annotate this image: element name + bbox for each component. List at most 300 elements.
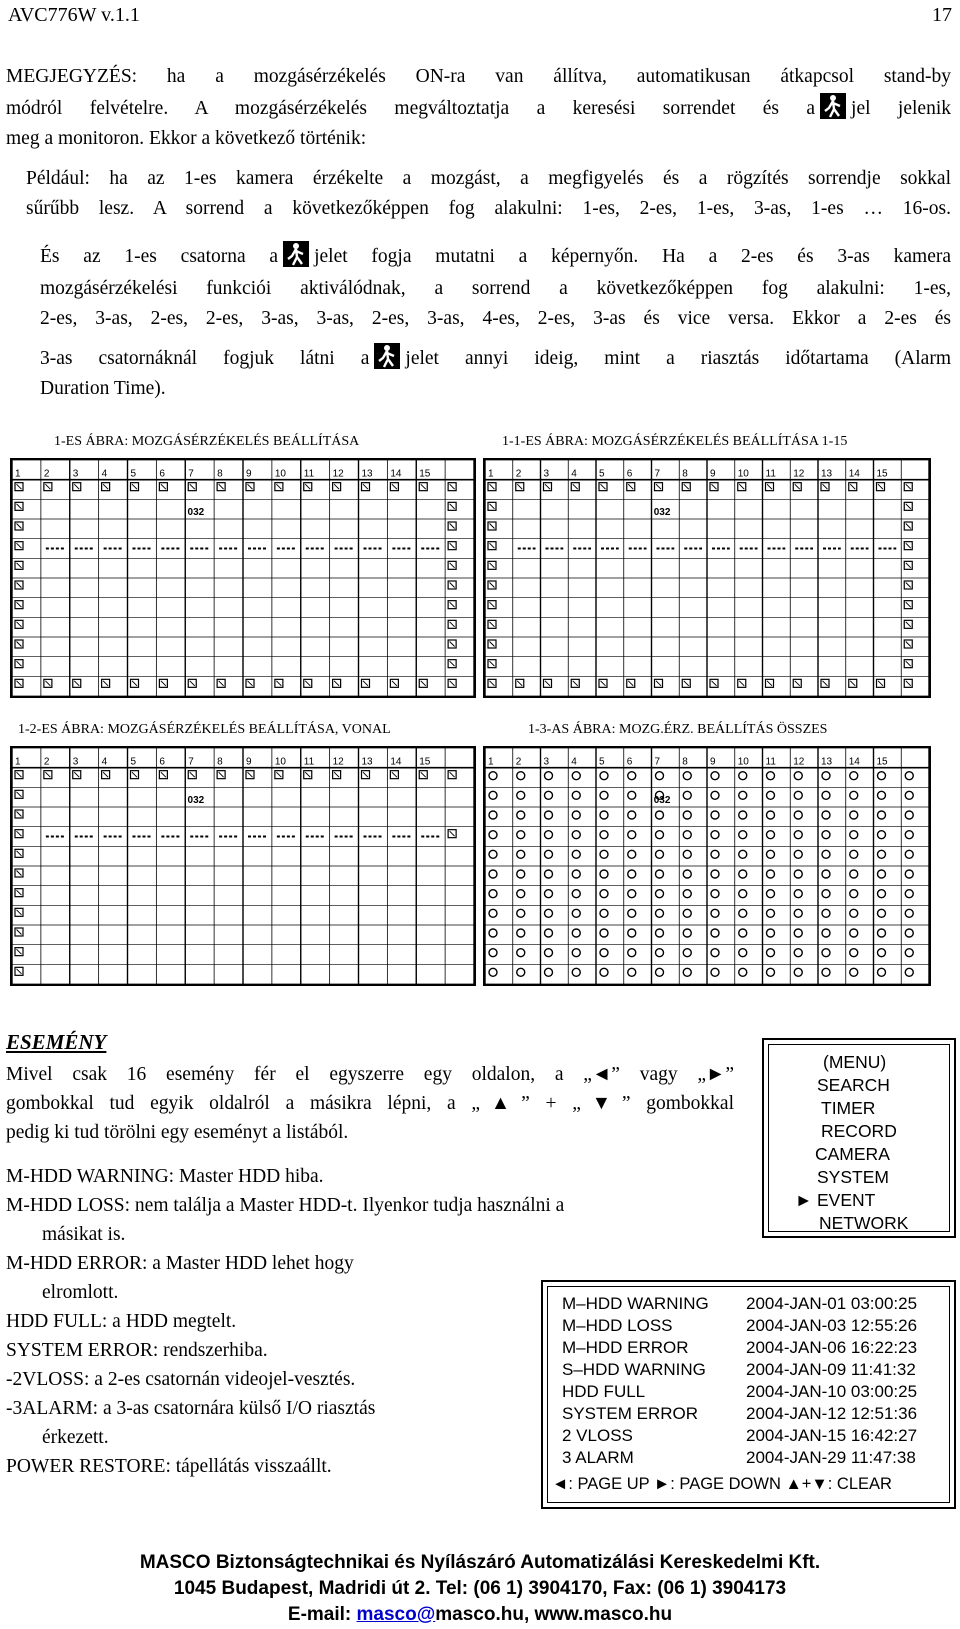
grid-cell-active[interactable] [683,909,691,917]
grid-cell-active[interactable] [517,890,525,898]
grid-cell-active[interactable] [489,870,497,878]
grid-cell-active[interactable] [683,850,691,858]
grid-cell-active[interactable] [683,870,691,878]
grid-cell-active[interactable] [489,909,497,917]
menu-item-network[interactable]: NETWORK [819,1213,909,1233]
example-line-2: sűrűbb lesz. A sorrend a következőképpen fog alakulni: 1-es, 2-es, 1-es, 3-as, 1-es … 16-os. [26,198,951,219]
grid-column-label: 12 [332,468,344,480]
grid-cell-active[interactable] [683,929,691,937]
grid-cell-active[interactable] [628,772,636,780]
grid-cell-active[interactable] [739,929,747,937]
grid-cell-active[interactable] [572,791,580,799]
grid-cell-active[interactable] [600,949,608,957]
grid-column-label: 5 [130,756,137,768]
grid-cell-active[interactable] [822,811,830,819]
grid-cell-active[interactable] [572,968,580,976]
motion-grid-svg-1 [12,460,474,696]
grid-cell-active[interactable] [767,772,775,780]
grid-cell-active[interactable] [628,831,636,839]
grid-cell-active[interactable] [572,772,580,780]
grid-cell-active[interactable] [489,772,497,780]
grid-column-label: 6 [159,756,165,768]
grid-cell-active[interactable] [767,870,775,878]
grid-cell-active[interactable] [794,850,802,858]
grid-column-label: 4 [101,468,108,480]
note-paragraph [6,62,951,154]
grid-cell-active[interactable] [794,811,802,819]
grid-column-label: 2 [515,756,522,768]
grid-cell-active[interactable] [489,831,497,839]
grid-column-label: 7 [188,468,194,480]
grid-cell-active[interactable] [905,811,913,819]
log-event-name: HDD FULL [562,1382,646,1401]
log-row[interactable] [562,1315,918,1337]
grid-cell-active[interactable] [711,831,719,839]
grid-cell-active[interactable] [822,791,830,799]
grid-cell-active[interactable] [600,791,608,799]
grid-column-label: 15 [876,468,888,480]
event-item-mhdd-warning: M-HDD WARNING: Master HDD hiba. [6,1166,324,1187]
grid-cell-active[interactable] [850,890,858,898]
grid-cell-active[interactable] [628,870,636,878]
grid-cell-active[interactable] [711,870,719,878]
grid-cell-active[interactable] [572,909,580,917]
menu-title: (MENU) [823,1052,887,1072]
menu-item-timer[interactable]: TIMER [821,1098,876,1118]
grid-cell-active[interactable] [656,811,664,819]
grid-cell-active[interactable] [489,791,497,799]
grid-column-label: 13 [821,468,833,480]
grid-cell-active[interactable] [517,811,525,819]
log-row[interactable] [562,1425,918,1447]
grid-cell-active[interactable] [656,772,664,780]
grid-column-label: 3 [72,756,79,768]
grid-column-label: 11 [303,468,315,480]
grid-cell-active[interactable] [489,850,497,858]
grid-column-label: 10 [737,756,749,768]
grid-cell-active[interactable] [905,968,913,976]
osd-menu-frame [768,1044,950,1232]
grid-cell-active[interactable] [572,929,580,937]
grid-cell-active[interactable] [683,949,691,957]
grid-cell-active[interactable] [517,870,525,878]
grid-cell-active[interactable] [517,949,525,957]
grid-cell-active[interactable] [850,870,858,878]
grid-column-label: 8 [217,468,223,480]
grid-cell-active[interactable] [822,890,830,898]
grid-cell-active[interactable] [739,870,747,878]
figure-caption-4: 1-3-AS ÁBRA: MOZG.ÉRZ. BEÁLLÍTÁS ÖSSZES [528,722,828,737]
grid-cell-active[interactable] [600,811,608,819]
grid-cell-active[interactable] [545,968,553,976]
grid-cell-active[interactable] [767,909,775,917]
grid-column-label: 4 [101,756,108,768]
grid-cell-active[interactable] [711,850,719,858]
grid-cell-active[interactable] [850,772,858,780]
log-row[interactable] [562,1359,916,1381]
grid-cell-active[interactable] [517,850,525,858]
grid-cell-active[interactable] [656,968,664,976]
grid-cell-active[interactable] [878,909,886,917]
grid-cell-active[interactable] [767,890,775,898]
figure-caption-2: 1-1-ES ÁBRA: MOZGÁSÉRZÉKELÉS BEÁLLÍTÁSA 1-15 [502,434,848,449]
grid-cell-active[interactable] [711,772,719,780]
grid-column-label: 14 [390,756,402,768]
grid-column-label: 9 [710,468,716,480]
grid-cell-active[interactable] [628,850,636,858]
grid-cell-active[interactable] [711,909,719,917]
grid-column-label: 12 [332,756,344,768]
log-event-time: 2004-JAN-01 03:00:25 [746,1294,918,1313]
grid-cell-active[interactable] [739,772,747,780]
event-line-2: gombokkal tud egyik oldalról a másikra lépni, a „▲” + „▼” gombokkal [6,1093,734,1114]
grid-column-label: 4 [571,468,577,480]
grid-column-label: 2 [515,468,522,480]
grid-column-label: 5 [599,468,605,480]
grid-cell-active[interactable] [711,968,719,976]
grid-cell-active[interactable] [545,791,553,799]
grid-column-label: 2 [43,468,50,480]
grid-cell-active[interactable] [850,811,858,819]
grid-cell-active[interactable] [545,870,553,878]
log-event-time: 2004-JAN-12 12:51:36 [746,1404,918,1423]
menu-item-search[interactable]: SEARCH [817,1075,890,1095]
grid-cell-active[interactable] [656,850,664,858]
log-event-name: M–HDD WARNING [562,1294,709,1313]
motion-grid-svg-4 [485,748,929,984]
grid-column-label: 1 [488,468,494,480]
log-event-time: 2004-JAN-15 16:42:27 [746,1426,918,1445]
footer-email-label: E-mail: [287,1604,357,1625]
grid-cell-active[interactable] [767,968,775,976]
grid-cell-active[interactable] [628,909,636,917]
grid-cell-active[interactable] [683,791,691,799]
grid-column-label: 4 [571,756,577,768]
grid-cell-active[interactable] [850,831,858,839]
note-line-2-text-b: jel jelenik [851,98,951,119]
event-section-title: ESEMÉNY [6,1030,107,1054]
grid-cell-active[interactable] [683,772,691,780]
grid-cell-active[interactable] [739,949,747,957]
event-item-mhdd-error: M-HDD ERROR: a Master HDD lehet hogy [6,1253,354,1274]
grid-cell-active[interactable] [794,890,802,898]
grid-cell-active[interactable] [517,929,525,937]
grid-cell-active[interactable] [905,929,913,937]
example-line-6-text-b: jelet annyi ideig, mint a riasztás időtartama (Alarm [405,348,951,369]
grid-cell-active[interactable] [545,929,553,937]
grid-column-label: 15 [419,756,431,768]
figure-caption-1: 1-ES ÁBRA: MOZGÁSÉRZÉKELÉS BEÁLLÍTÁSA [54,434,360,449]
grid-column-label: 15 [419,468,431,480]
grid-cell-active[interactable] [822,870,830,878]
grid-cell-active[interactable] [739,890,747,898]
grid-cell-active[interactable] [517,772,525,780]
grid-cell-active[interactable] [517,791,525,799]
grid-cell-active[interactable] [711,949,719,957]
motion-person-icon [282,240,310,268]
motion-grid-figure-4 [483,746,931,986]
grid-cell-active[interactable] [878,772,886,780]
log-row[interactable] [562,1337,918,1359]
grid-cell-active[interactable] [683,968,691,976]
grid-cell-active[interactable] [683,811,691,819]
grid-cell-active[interactable] [905,791,913,799]
grid-column-label: 8 [217,756,223,768]
grid-cell-active[interactable] [739,850,747,858]
figure-caption-3: 1-2-ES ÁBRA: MOZGÁSÉRZÉKELÉS BEÁLLÍTÁSA, VONAL [18,722,391,737]
grid-cell-active[interactable] [905,850,913,858]
example-line-1: Például: ha az 1-es kamera érzékelte a mozgást, a megfigyelés és a rögzítés sorrendje sokkal [26,168,951,189]
note-line-3: meg a monitoron. Ekkor a következő történik: [6,128,367,149]
grid-cell-active[interactable] [850,929,858,937]
event-item-mhdd-loss-cont: másikat is. [42,1224,126,1245]
grid-cell-active[interactable] [767,831,775,839]
grid-column-label: 15 [876,756,888,768]
log-event-name: 3 ALARM [562,1448,634,1467]
grid-cell-active[interactable] [572,890,580,898]
grid-cell-active[interactable] [600,909,608,917]
log-row[interactable] [562,1403,918,1425]
grid-cell-active[interactable] [878,929,886,937]
event-item-mhdd-loss: M-HDD LOSS: nem találja a Master HDD-t. Ilyenkor tudja használni a [6,1195,565,1216]
grid-column-label: 11 [303,756,315,768]
grid-column-label: 5 [130,468,137,480]
grid-column-label: 13 [821,756,833,768]
grid-cell-active[interactable] [822,949,830,957]
event-item-power-restore: POWER RESTORE: tápellátás visszaállt. [6,1456,332,1477]
grid-cell-active[interactable] [794,909,802,917]
grid-cell-active[interactable] [711,791,719,799]
example-line-6 [40,342,951,374]
grid-cell-active[interactable] [600,870,608,878]
grid-cell-active[interactable] [850,791,858,799]
grid-cell-active[interactable] [600,831,608,839]
grid-cell-active[interactable] [572,949,580,957]
grid-cell-active[interactable] [822,968,830,976]
grid-cell-active[interactable] [878,968,886,976]
grid-column-label: 14 [848,468,860,480]
grid-cell-active[interactable] [572,870,580,878]
grid-cell-active[interactable] [794,791,802,799]
menu-item-camera[interactable]: CAMERA [815,1144,890,1164]
grid-column-label: 1 [15,756,21,768]
menu-item-system[interactable]: SYSTEM [817,1167,889,1187]
motion-grid-svg-3 [12,748,474,984]
menu-item-event[interactable]: EVENT [817,1190,876,1210]
grid-column-label: 11 [765,468,776,480]
grid-cell-active[interactable] [739,811,747,819]
grid-cell-active[interactable] [517,909,525,917]
log-event-name: S–HDD WARNING [562,1360,706,1379]
grid-cell-active[interactable] [489,949,497,957]
grid-cell-active[interactable] [822,831,830,839]
grid-cell-active[interactable] [822,909,830,917]
grid-cell-active[interactable] [767,791,775,799]
grid-cell-active[interactable] [878,949,886,957]
grid-cell-active[interactable] [489,811,497,819]
grid-cell-active[interactable] [739,791,747,799]
grid-cell-active[interactable] [794,949,802,957]
grid-cell-active[interactable] [739,831,747,839]
grid-column-label: 3 [543,468,550,480]
grid-cell-active[interactable] [878,811,886,819]
grid-column-label: 2 [43,756,50,768]
grid-cell-active[interactable] [656,831,664,839]
grid-cell-active[interactable] [656,929,664,937]
grid-cell-active[interactable] [850,968,858,976]
grid-cell-active[interactable] [628,929,636,937]
grid-column-label: 11 [765,756,776,768]
grid-cell-active[interactable] [905,772,913,780]
log-row[interactable] [562,1381,918,1403]
grid-cell-active[interactable] [822,929,830,937]
log-event-time: 2004-JAN-29 11:47:38 [746,1448,916,1467]
footer-email-link[interactable]: masco@ [356,1604,436,1625]
grid-cell-active[interactable] [767,929,775,937]
grid-column-label: 1 [15,468,21,480]
grid-cell-active[interactable] [656,909,664,917]
grid-cell-active[interactable] [850,949,858,957]
grid-cell-active[interactable] [878,850,886,858]
grid-cell-active[interactable] [489,968,497,976]
menu-item-record[interactable]: RECORD [821,1121,897,1141]
osd-menu-panel [762,1038,956,1238]
grid-cell-active[interactable] [545,831,553,839]
motion-grid-figure-1 [10,458,476,698]
grid-column-label: 7 [188,756,194,768]
grid-cell-active[interactable] [628,811,636,819]
grid-cell-active[interactable] [628,890,636,898]
grid-cell-active[interactable] [628,949,636,957]
grid-cell-active[interactable] [600,772,608,780]
grid-cell-active[interactable] [739,968,747,976]
log-event-time: 2004-JAN-03 12:55:26 [746,1316,918,1335]
event-line-3: pedig ki tud törölni egy eseményt a listából. [6,1122,349,1143]
grid-cell-active[interactable] [878,791,886,799]
grid-cell-active[interactable] [794,831,802,839]
grid-cell-active[interactable] [739,909,747,917]
grid-cell-active[interactable] [600,850,608,858]
grid-cell-active[interactable] [822,772,830,780]
grid-column-label: 1 [488,756,494,768]
page-number: 17 [932,4,952,26]
motion-person-icon [373,342,401,370]
grid-cell-active[interactable] [600,929,608,937]
log-event-time: 2004-JAN-09 11:41:32 [746,1360,916,1379]
grid-cell-active[interactable] [656,870,664,878]
grid-cell-active[interactable] [794,870,802,878]
grid-cell-active[interactable] [683,831,691,839]
grid-cell-active[interactable] [545,811,553,819]
grid-cell-active[interactable] [572,850,580,858]
example-paragraph [26,164,951,224]
grid-cell-active[interactable] [850,909,858,917]
grid-cell-active[interactable] [600,968,608,976]
grid-column-label: 12 [793,756,805,768]
footer-contact [0,1604,960,1626]
grid-cell-active[interactable] [545,890,553,898]
log-event-time: 2004-JAN-06 16:22:23 [746,1338,918,1357]
grid-cell-active[interactable] [711,929,719,937]
grid-cell-active[interactable] [767,811,775,819]
grid-cell-active[interactable] [628,791,636,799]
event-item-mhdd-error-cont: elromlott. [42,1282,119,1303]
grid-cell-active[interactable] [905,949,913,957]
grid-column-label: 8 [682,756,688,768]
grid-cell-active[interactable] [878,890,886,898]
footer-websites: masco.hu, www.masco.hu [435,1604,673,1625]
grid-cell-active[interactable] [517,831,525,839]
grid-column-label: 8 [682,468,688,480]
grid-cell-active[interactable] [517,968,525,976]
note-line-2-text-a: módról felvételre. A mozgásérzékelés megváltoztatja a keresési sorrendet és a [6,98,816,119]
grid-cell-active[interactable] [905,890,913,898]
grid-cell-active[interactable] [572,811,580,819]
grid-cell-active[interactable] [489,890,497,898]
grid-cell-active[interactable] [600,890,608,898]
grid-cell-active[interactable] [767,850,775,858]
grid-column-label: 13 [361,468,373,480]
grid-cell-active[interactable] [545,909,553,917]
grid-cell-active[interactable] [822,850,830,858]
note-line-2 [6,92,951,124]
document-header-title: AVC776W v.1.1 [8,4,140,26]
grid-cell-active[interactable] [683,890,691,898]
grid-cell-active[interactable] [905,831,913,839]
log-event-name: M–HDD ERROR [562,1338,689,1357]
grid-column-label: 10 [737,468,749,480]
grid-column-label: 6 [626,468,633,480]
example-line-4: mozgásérzékelési funkciói aktiválódnak, a sorrend a következőképpen fog alakulni: 1-es, [40,278,951,299]
grid-cell-active[interactable] [711,890,719,898]
example-line-3-text-a: És az 1-es csatorna a [40,246,279,267]
motion-person-icon [819,92,847,120]
event-paragraph [6,1060,734,1147]
grid-cell-active[interactable] [545,949,553,957]
grid-cell-active[interactable] [905,870,913,878]
example-paragraph-cont [40,240,951,404]
grid-column-label: 7 [654,756,661,768]
grid-cell-active[interactable] [767,949,775,957]
grid-cell-active[interactable] [545,850,553,858]
log-row[interactable] [562,1447,916,1469]
grid-column-label: 6 [626,756,633,768]
log-row[interactable] [562,1293,918,1315]
log-event-time: 2004-JAN-10 03:00:25 [746,1382,918,1401]
grid-cell-active[interactable] [628,968,636,976]
grid-cell-active[interactable] [656,890,664,898]
grid-cell-active[interactable] [794,929,802,937]
event-item-hdd-full: HDD FULL: a HDD megtelt. [6,1311,237,1332]
motion-grid-svg-2 [485,460,929,696]
grid-column-label: 10 [274,756,286,768]
grid-cell-active[interactable] [545,772,553,780]
grid-cell-active[interactable] [711,811,719,819]
grid-cell-active[interactable] [489,929,497,937]
example-line-6-text-a: 3-as csatornáknál fogjuk látni a [40,348,370,369]
grid-column-label: 3 [543,756,550,768]
grid-column-label: 13 [361,756,373,768]
grid-cell-active[interactable] [905,909,913,917]
example-line-3 [40,240,951,274]
grid-cell-active[interactable] [572,831,580,839]
grid-cell-active[interactable] [794,772,802,780]
grid-cell-active[interactable] [878,870,886,878]
grid-cell-active[interactable] [878,831,886,839]
grid-cell-active[interactable] [656,949,664,957]
grid-cell-active[interactable] [850,850,858,858]
grid-cell-active[interactable] [794,968,802,976]
